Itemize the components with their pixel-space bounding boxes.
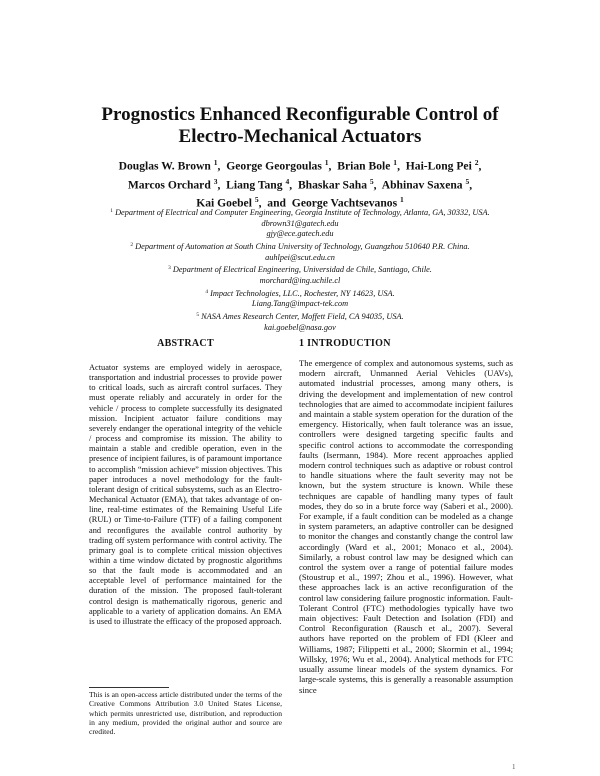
- author-sup: 1: [213, 158, 218, 167]
- affiliation-email: dbrown31@gatech.edu: [261, 218, 339, 228]
- author-name: Liang Tang: [226, 178, 283, 191]
- author-line-3: Kai Goebel $^5$, and George Vachtsevanos $^1$: [196, 195, 404, 210]
- author-name: Douglas W. Brown: [118, 159, 211, 173]
- author-line-2: Marcos Orchard $^3$, Liang Tang $^4$, Bhaskar Saha $^5$, Abhinav Saxena $^5$,: [127, 176, 473, 191]
- abstract-heading: ABSTRACT: [157, 338, 214, 349]
- affiliation-email: Liang.Tang@impact-tek.com: [251, 299, 349, 309]
- page-number: 1: [512, 763, 516, 771]
- author-line-1: Douglas W. Brown $^1$, George Georgoulas $^1$, Brian Bole $^1$, Hai-Long Pei $^2$,: [118, 158, 482, 173]
- affiliation-email: gjy@ece.gatech.edu: [266, 229, 334, 239]
- section-heading: 1 INTRODUCTION: [299, 338, 391, 349]
- author-name: Marcos Orchard: [127, 178, 211, 191]
- author-sup: 2: [474, 158, 479, 167]
- author-name: Hai-Long Pei: [405, 159, 472, 173]
- affiliation-line: $^5$ NASA Ames Research Center, Moffett Field, CA 94035, USA.: [196, 312, 404, 322]
- author-sup: 5: [465, 176, 470, 186]
- author-name: George Vachtsevanos: [291, 196, 398, 210]
- paper-title: [0, 104, 600, 148]
- author-name: George Georgoulas: [226, 159, 322, 173]
- affiliation-line: $^4$ Impact Technologies, LLC., Rochester, NY 14623, USA.: [205, 288, 395, 298]
- title-line-2: Electro-Mechanical Actuators: [178, 126, 422, 147]
- author-sup: 1: [393, 158, 398, 167]
- affiliation-email: kai.goebel@nasa.gov: [264, 322, 336, 332]
- footnote-rule: [89, 687, 169, 688]
- author-sup: 4: [285, 176, 290, 186]
- affiliation-line: $^3$ Department of Electrical Engineering, Universidad de Chile, Santiago, Chile.: [168, 265, 432, 275]
- affiliation-email: morchard@ing.uchile.cl: [259, 276, 341, 286]
- author-list: [60, 155, 540, 211]
- left-column: [89, 338, 282, 627]
- author-sup: 1: [400, 195, 404, 204]
- right-column: [299, 338, 513, 695]
- title-line-1: Prognostics Enhanced Reconfigurable Control of: [101, 104, 499, 125]
- author-conjunction: and: [267, 196, 286, 210]
- author-sup: 1: [324, 158, 329, 167]
- author-sup: 5: [369, 176, 374, 186]
- author-name: Brian Bole: [337, 159, 391, 173]
- affiliation-line: $^2$ Department of Automation at South China University of Technology, Guangzhou 510640 P.R. China.: [130, 241, 470, 252]
- author-sup: 3: [213, 176, 218, 186]
- author-name: Bhaskar Saha: [297, 178, 367, 191]
- license-footnote: This is an open-access article distributed under the terms of the Creative Commons Attribution 3.0 United States License, which permits unrestricted use, distribution, and reproduction in any medium, provided the original author and source are credited.: [89, 690, 282, 737]
- author-sup: 5: [254, 195, 259, 204]
- abstract-text: Actuator systems are employed widely in aerospace, transportation and industrial processes to provide power to critical loads, such as aircraft control surfaces. They must operate reliably and accurately in order for the vehicle / process to complete successfully its designated mission. Incipient actuator failure conditions may severely endanger the operational integrity of the vehicle / process and compromise its mission. The ability to maintain a stable and credible operation, even in the presence of incipient failures, is of paramount importance to accomplish “mission achieve” mission objectives. This paper introduces a novel methodology for the fault-tolerant design of critical subsystems, such as an Electro-Mechanical Actuator (EMA), that takes advantage of on-line, real-time estimates of the Remaining Useful Life (RUL) or Time-to-Failure (TTF) of a failing component and reconfigures the available control authority by trading off system performance with control activity. The primary goal is to complete critical mission objectives within a time window dictated by prognostic algorithms so that the fault mode is accommodated and an acceptable level of performance maintained for the duration of the mission. The proposed fault-tolerant control design is mathematically rigorous, generic and applicable to a variety of application domains. An EMA is used to illustrate the efficacy of the proposed approach.: [89, 363, 282, 626]
- affiliation-email: auhlpei@scut.edu.cn: [265, 252, 335, 262]
- author-name: Kai Goebel: [196, 196, 252, 210]
- affiliations: [30, 206, 570, 333]
- author-name: Abhinav Saxena: [381, 178, 463, 191]
- affiliation-line: $^1$ Department of Electrical and Computer Engineering, Georgia Institute of Technology, Atlanta, GA, 30332, USA.: [110, 208, 490, 218]
- introduction-text: The emergence of complex and autonomous systems, such as modern aircraft, Unmanned Aerial Vehicles (UAVs), automated industrial processes, among many others, is driving the development and implementation of new control technologies that are aimed to accommodate incipient failures and maintain a stable system operation for the duration of the emergency. Historically, when fault tolerance was an issue, controllers were designed targeting specific faults and specific control actions to accommodate the corresponding faults (Isermann, 1984). More recent approaches applied modern control techniques such as adaptive or robust control to handle situations where the fault severity may not be known, but the system structure is known. While these techniques are capable of handling many types of fault modes, they do so in a brute force way (Saberi et al., 2000). For example, if a fault condition can be modeled as a change in system parameters, an adaptive controller can be designed to monitor the changes and constantly change the control law accordingly (Ward et al., 2001; Monaco et al., 2004). Similarly, a robust control law may be designed which can control the system over a range of potential failure modes (Stoustrup et al., 1997; Zhou et al., 1996). However, what these approaches lack is an active reconfiguration of the control law considering failure prognostic information. Fault-Tolerant Control (FTC) methodologies typically have two main objectives: Fault Detection and Isolation (FDI) and Control Reconfiguration (Rausch et al., 2007). Several authors have reported on the problem of FDI (Kleer and Williams, 1987; Filippetti et al., 2000; Skormin et al., 1994; Willsky, 1976; Wu et al., 2004). Analytical methods for FTC usually assume linear models of the system dynamics. For large-scale systems, this is generally a reasonable assumption since: [299, 358, 513, 695]
